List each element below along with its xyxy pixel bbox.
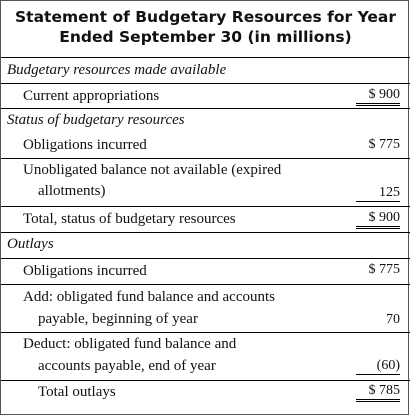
obligations-incurred-2-amount: $ 775 bbox=[368, 262, 400, 277]
resources-header: Budgetary resources made available bbox=[7, 62, 227, 78]
row-current-appropriations bbox=[1, 83, 410, 109]
obligations-incurred-2-label: Obligations incurred bbox=[23, 263, 147, 279]
add-line-1: Add: obligated fund balance and accounts bbox=[23, 289, 275, 305]
deduct-line-2: accounts payable, end of year bbox=[38, 358, 216, 374]
add-amount: 70 bbox=[386, 312, 400, 327]
title-line-1: Statement of Budgetary Resources for Year bbox=[15, 8, 396, 26]
outlays-header: Outlays bbox=[7, 236, 54, 252]
row-add-beginning bbox=[1, 284, 410, 332]
unobligated-line-2: allotments) bbox=[38, 183, 106, 199]
statement-title bbox=[1, 7, 410, 47]
row-resources-header bbox=[1, 57, 410, 83]
obligations-incurred-1-label: Obligations incurred bbox=[23, 137, 147, 153]
title-line-2: Ended September 30 (in millions) bbox=[59, 28, 352, 46]
row-total-outlays bbox=[1, 380, 410, 406]
obligations-incurred-1-amount: $ 775 bbox=[368, 137, 400, 152]
row-deduct-end bbox=[1, 332, 410, 380]
row-outlays-header bbox=[1, 232, 410, 258]
row-obligations-incurred-2 bbox=[1, 258, 410, 284]
add-line-2: payable, beginning of year bbox=[38, 311, 198, 327]
total-outlays-label: Total outlays bbox=[38, 384, 116, 400]
deduct-line-1: Deduct: obligated fund balance and bbox=[23, 336, 237, 352]
unobligated-line-1: Unobligated balance not available (expired bbox=[23, 162, 282, 178]
status-header: Status of budgetary resources bbox=[7, 112, 185, 128]
row-total-status bbox=[1, 206, 410, 232]
total-status-label: Total, status of budgetary resources bbox=[23, 211, 236, 227]
total-outlays-amount: $ 785 bbox=[356, 383, 400, 402]
row-obligations-incurred-1 bbox=[1, 134, 410, 160]
row-unobligated bbox=[1, 158, 410, 206]
current-appropriations-label: Current appropriations bbox=[23, 88, 160, 104]
deduct-amount: (60) bbox=[356, 358, 400, 375]
row-status-header bbox=[1, 108, 410, 134]
unobligated-amount: 125 bbox=[356, 185, 400, 202]
current-appropriations-amount: $ 900 bbox=[356, 87, 400, 106]
total-status-amount: $ 900 bbox=[356, 210, 400, 229]
